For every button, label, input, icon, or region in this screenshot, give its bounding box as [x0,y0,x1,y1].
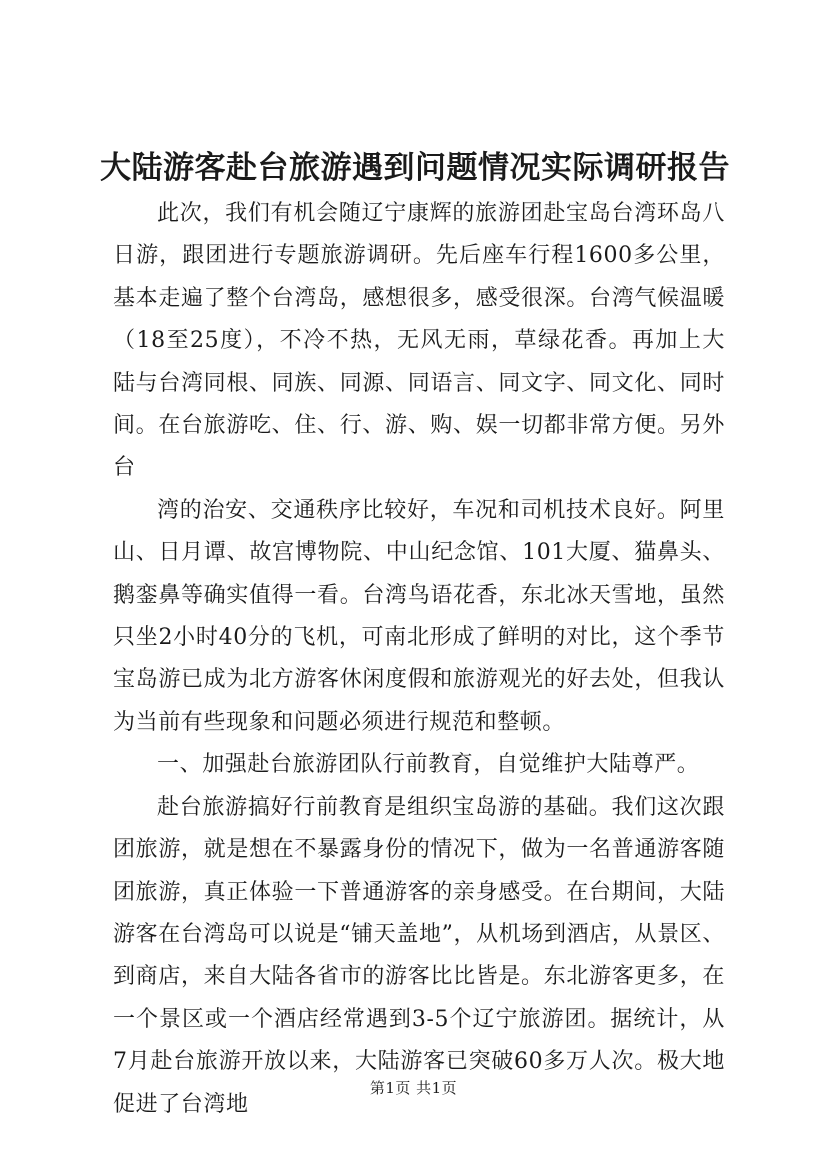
section-heading-1: 一、加强赴台旅游团队行前教育，自觉维护大陆尊严。 [157,752,700,778]
paragraph-3: 赴台旅游搞好行前教育是组织宝岛游的基础。我们这次跟团旅游，就是想在不暴露身份的情况下，做为一名普通游客随团旅游，真正体验一下普通游客的亲身感受。在台期间，大陆游客在台湾岛可以说是“铺天盖地”，从机场到酒店，从景区、到商店，来自大陆各省市的游客比比皆是。东北游客更多，在一个景区或一个酒店经常遇到3-5个辽宁旅游团。据统计，从7月赴台旅游开放以来，大陆游客已突破60多万人次。极大地促进了台湾地 [113,794,725,1117]
paragraph-2: 湾的治安、交通秩序比较好，车况和司机技术良好。阿里山、日月谭、故宫博物院、中山纪念馆、101大厦、猫鼻头、鹅銮鼻等确实值得一看。台湾鸟语花香，东北冰天雪地，虽然只坐2小时40分的飞机，可南北形成了鲜明的对比，这个季节宝岛游已成为北方游客休闲度假和旅游观光的好去处，但我认为当前有些现象和问题必须进行规范和整顿。 [113,497,725,735]
paragraph-1: 此次，我们有机会随辽宁康辉的旅游团赴宝岛台湾环岛八日游，跟团进行专题旅游调研。先后座车行程1600多公里，基本走遍了整个台湾岛，感想很多，感受很深。台湾气候温暖（18至25度），不冷不热，无风无雨，草绿花香。再加上大陆与台湾同根、同族、同源、同语言、同文字、同文化、同时间。在台旅游吃、住、行、游、购、娱一切都非常方便。另外台 [113,201,725,481]
page-footer: 第1页 共1页 [369,1079,458,1097]
document-title: 大陆游客赴台旅游遇到问题情况实际调研报告 [100,150,730,186]
document-body [113,193,725,1126]
